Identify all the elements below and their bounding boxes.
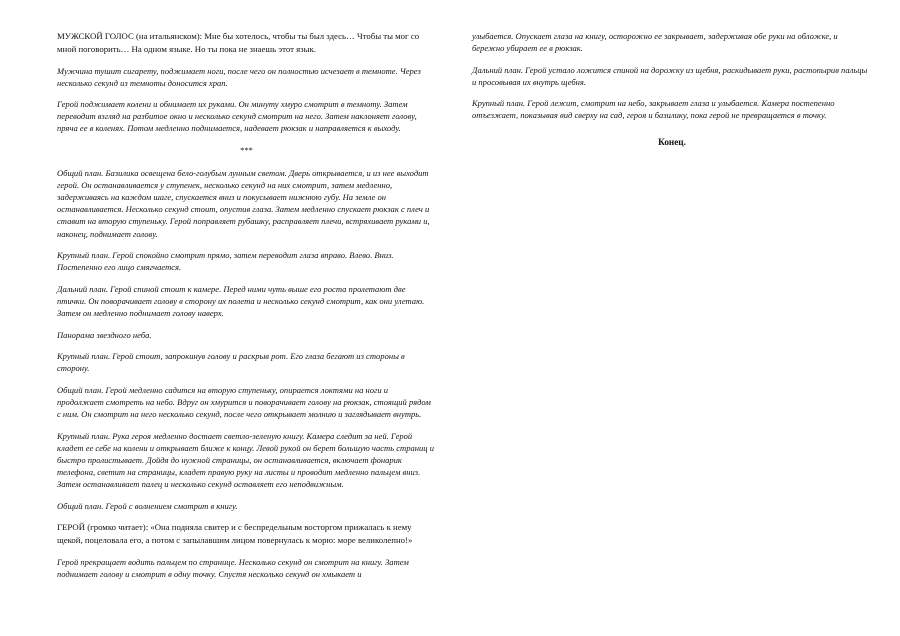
stage-direction: Герой прекращает водить пальцем по странице. Несколько секунд он смотрит на книгу. Затем поднимает голову и смотрит в одну точку. Спустя несколько секунд он хмыкает и (57, 556, 409, 579)
the-end-heading: Конец. (658, 136, 686, 147)
stage-direction: Крупный план. Герой стоит, запрокинув голову и раскрыв рот. Его глаза бегают из стороны в сторону. (57, 351, 405, 374)
stage-direction: Мужчина тушит сигарету, поджимает ноги, после чего он полностью исчезает в темноте. Через несколько секунд из темноты доносится храп. (57, 65, 421, 88)
stage-direction: Крупный план. Рука героя медленно достает светло-зеленую книгу. Камера следит за ней. Герой кладет ее себе на колени и открывает ближе к концу. Левой рукой он берет большую часть страниц и быстро пролистывает. Дойдя до нужной страницы, он останавливается, включает фонарик телефона, светит на страницы, кладет правую руку на листы и проводит медленно пальцем вниз. Затем останавливает палец и несколько секунд оставляет его неподвижным. (57, 430, 434, 490)
dialogue-male-voice: МУЖСКОЙ ГОЛОС (на итальянском): Мне бы хотелось, чтобы ты был здесь… Чтобы ты мог со мной поговорить… На одном языке. Но ты пока не знаешь этот язык. (57, 31, 420, 54)
stage-direction: улыбается. Опускает глаза на книгу, осторожно ее закрывает, задерживая обе руки на обложке, и бережно убирает ее в рюкзак. (472, 31, 838, 54)
stage-direction: Герой поджимает колени и обнимает их руками. Он минуту хмуро смотрит в темноту. Затем переводит взгляд на разбитое окно и несколько секунд смотрит на него. Затем наклоняет голову, пряча ее в коленях. Потом медленно поднимается, надевает рюкзак и направляется к выходу. (57, 99, 417, 134)
right-page (450, 0, 900, 636)
scene-separator: *** (240, 144, 253, 155)
stage-direction: Дальний план. Герой устало ложится спиной на дорожку из щебня, раскидывает руки, растопырив пальцы и просовывая их внутрь щебня. (472, 64, 868, 87)
stage-direction: Крупный план. Герой лежит, смотрит на небо, закрывает глаза и улыбается. Камера постепенно отъезжает, показывая вид сверху на сад, героя и базилику, пока герой не превращается в точку. (472, 98, 835, 121)
stage-direction: Панорама звездного неба. (57, 329, 152, 340)
stage-direction: Крупный план. Герой спокойно смотрит прямо, затем переводит глаза вправо. Влево. Вниз. Постепенно его лицо смягчается. (57, 250, 394, 273)
stage-direction: Общий план. Базилика освещена бело-голубым лунным светом. Дверь открывается, и из нее выходит герой. Он останавливается у ступенек, несколько секунд на них смотрит, затем медленно, задерживаясь на каждом шаге, спускается вниз и покусывает нижнюю губу. На земле он останавливается. Несколько секунд стоит, опустив глаза. Затем медленно спускает рюкзак с плеч и ставит на вторую ступеньку. Герой поправляет рубашку, расправляет плечи, встряхивает руками и, наконец, поднимает голову. (57, 168, 430, 239)
stage-direction: Общий план. Герой с волнением смотрит в книгу. (57, 500, 238, 511)
dialogue-hero: ГЕРОЙ (громко читает): «Она подняла свитер и с беспредельным восторгом прижалась к нему щекой, поцеловала его, а потом с запылавшим лицом повернулась к морю: море великолепно!» (57, 522, 413, 545)
stage-direction: Дальний план. Герой спиной стоит к камере. Перед ними чуть выше его роста пролетают две птички. Он поворачивает голову в сторону их полета и несколько секунд смотрит, как они улетаю. Затем он медленно поднимает голову наверх. (57, 283, 425, 318)
stage-direction: Общий план. Герой медленно садится на вторую ступеньку, опирается локтями на ноги и продолжает смотреть на небо. Вдруг он хмурится и поворачивает голову на рюкзак, стоящий рядом с ним. Он смотрит на него несколько секунд, после чего открывает молнию и заглядывает внутрь. (57, 384, 431, 420)
